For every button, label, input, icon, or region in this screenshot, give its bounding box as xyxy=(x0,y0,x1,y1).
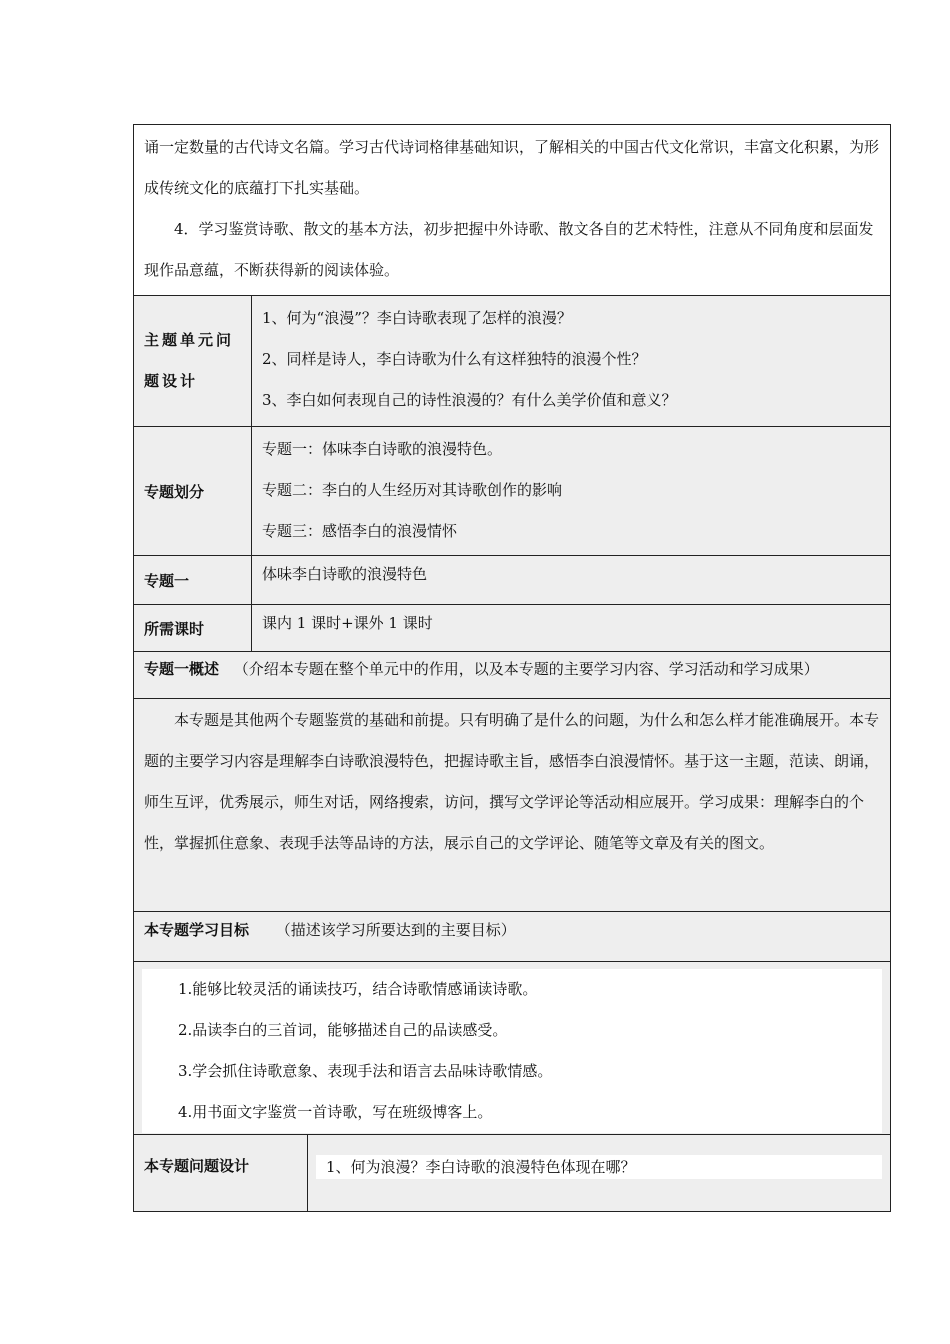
standards-block xyxy=(133,124,891,297)
topic-one-label: 专题一 xyxy=(134,556,252,604)
topic-division-list xyxy=(252,427,890,556)
overview-label: 专题一概述 xyxy=(144,660,220,678)
question-design-row xyxy=(133,1134,891,1212)
theme-questions-list xyxy=(252,296,890,426)
goal-item: 3.学会抓住诗歌意象、表现手法和语言去品味诗歌情感。 xyxy=(178,1061,553,1080)
topic-one-row xyxy=(133,555,891,605)
theme-question-item: 1、何为“浪漫”？李白诗歌表现了怎样的浪漫？ xyxy=(262,309,572,327)
theme-questions-row xyxy=(133,295,891,427)
hours-value: 课内 1 课时+课外 1 课时 xyxy=(262,613,433,632)
goals-body xyxy=(133,961,891,1136)
overview-header xyxy=(133,651,891,699)
overview-note: （介绍本专题在整个单元中的作用，以及本专题的主要学习内容、学习活动和学习成果） xyxy=(233,660,819,678)
hours-row xyxy=(133,604,891,653)
lesson-plan-table xyxy=(133,125,891,1212)
topic-one-value: 体味李白诗歌的浪漫特色 xyxy=(262,565,428,583)
goals-header xyxy=(133,911,891,962)
topic-item: 专题三：感悟李白的浪漫情怀 xyxy=(262,521,458,540)
topic-division-label: 专题划分 xyxy=(134,427,252,556)
theme-question-item: 2、同样是诗人，李白诗歌为什么有这样独特的浪漫个性？ xyxy=(262,350,647,368)
question-design-label: 本专题问题设计 xyxy=(134,1135,308,1211)
goal-item: 1.能够比较灵活的诵读技巧，结合诗歌情感诵读诗歌。 xyxy=(178,979,538,998)
overview-body xyxy=(133,698,891,913)
question-design-value: 1、何为浪漫？李白诗歌的浪漫特色体现在哪？ xyxy=(316,1155,882,1179)
hours-label: 所需课时 xyxy=(134,605,252,652)
goal-item: 4.用书面文字鉴赏一首诗歌，写在班级博客上。 xyxy=(178,1102,493,1121)
theme-questions-label: 主题单元问题设计 xyxy=(134,296,252,426)
goals-note: （描述该学习所要达到的主要目标） xyxy=(275,921,516,939)
goals-label: 本专题学习目标 xyxy=(144,921,250,939)
question-design-cell xyxy=(308,1135,890,1211)
standards-text-2: 4．学习鉴赏诗歌、散文的基本方法，初步把握中外诗歌、散文各自的艺术特性，注意从不同角度和层面发现作品意蕴，不断获得新的阅读体验。 xyxy=(144,219,874,279)
goals-list xyxy=(142,969,882,1133)
theme-question-item: 3、李白如何表现自己的诗性浪漫的？有什么美学价值和意义？ xyxy=(262,391,677,409)
topic-item: 专题一：体味李白诗歌的浪漫特色。 xyxy=(262,439,503,458)
goal-item: 2.品读李白的三首词，能够描述自己的品读感受。 xyxy=(178,1020,508,1039)
topic-item: 专题二：李白的人生经历对其诗歌创作的影响 xyxy=(262,480,563,499)
standards-text-1: 诵一定数量的古代诗文名篇。学习古代诗词格律基础知识，了解相关的中国古代文化常识，丰富文化积累，为形成传统文化的底蕴打下扎实基础。 xyxy=(144,137,880,197)
topic-division-row xyxy=(133,426,891,557)
overview-text: 本专题是其他两个专题鉴赏的基础和前提。只有明确了是什么的问题，为什么和怎么样才能准确展开。本专题的主要学习内容是理解李白诗歌浪漫特色，把握诗歌主旨，感悟李白浪漫情怀。基于这一主题，范读、朗诵，师生互评，优秀展示，师生对话，网络搜索，访问，撰写文学评论等活动相应展开。学习成果：理解李白的个性，掌握抓住意象、表现手法等品诗的方法，展示自己的文学评论、随笔等文章及有关的图文。 xyxy=(144,710,880,852)
